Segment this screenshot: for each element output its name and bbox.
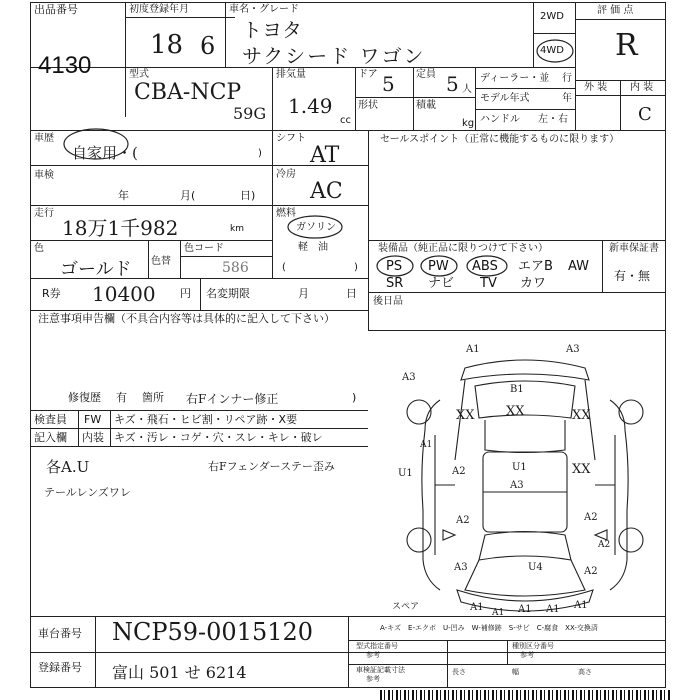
inspector-items: キズ・飛石・ヒビ割・リペア跡・X要 bbox=[114, 413, 298, 426]
aircon-value: AC bbox=[310, 179, 343, 204]
equip-pw[interactable]: PW bbox=[428, 259, 449, 274]
color-label: 色 bbox=[34, 243, 44, 254]
model-year-label: モデル年式 bbox=[480, 93, 530, 104]
mileage-label: 走行 bbox=[34, 208, 54, 219]
color-code-label: 色コード bbox=[184, 243, 224, 254]
model-name: サクシード ワゴン bbox=[242, 44, 426, 68]
legend-class-number: 種別区分番号 bbox=[512, 642, 554, 650]
shift-label: シフト bbox=[276, 133, 306, 144]
mark-11: A2 bbox=[584, 512, 598, 523]
mark-24: A1 bbox=[420, 440, 433, 450]
mark-10: A2 bbox=[456, 515, 470, 526]
equipment-circles bbox=[375, 254, 515, 280]
entry-label: 記入欄 bbox=[34, 431, 67, 444]
drive-2wd[interactable]: 2WD bbox=[540, 11, 564, 22]
equip-aw[interactable]: AW bbox=[568, 259, 590, 274]
inspection-day: 日) bbox=[240, 189, 256, 202]
name-change-month: 月 bbox=[298, 287, 309, 300]
mark-19: A1 bbox=[546, 604, 560, 615]
name-change-day: 日 bbox=[346, 287, 357, 300]
type-suffix: 59G bbox=[233, 104, 267, 123]
equip-leather[interactable]: カワ bbox=[520, 276, 547, 291]
lot-number: 4130 bbox=[38, 52, 92, 79]
recycle-value: 10400 bbox=[92, 282, 156, 306]
capacity-unit: 人 bbox=[462, 84, 472, 95]
displacement-value: 1.49 bbox=[288, 94, 333, 118]
mark-20: A1 bbox=[574, 600, 588, 611]
legend-length: 長さ bbox=[452, 668, 466, 676]
interior-score: C bbox=[638, 104, 652, 125]
remark-left-1: 各A.U bbox=[46, 458, 90, 476]
legend-codes: A-キズ E-エクボ U-凹み W-補修跡 S-サビ C-腐食 XX-交換済 bbox=[380, 624, 598, 632]
mark-4: XX bbox=[456, 408, 475, 423]
repair-place-label: 箇所 bbox=[142, 391, 164, 404]
equipment-label: 装備品（純正品に限りつけて下さい） bbox=[378, 243, 548, 254]
equip-abs[interactable]: ABS bbox=[472, 259, 498, 274]
inspection-month: 月( bbox=[180, 189, 196, 202]
rating-label: 評 価 点 bbox=[597, 5, 634, 16]
entry-interior: 内装 bbox=[82, 431, 104, 444]
buyer-notes-label: 後日品 bbox=[373, 296, 403, 307]
spare-label: スペア bbox=[392, 602, 420, 612]
mileage-unit: km bbox=[230, 224, 244, 234]
history-value: 自家用・( bbox=[72, 144, 138, 162]
remark-left-2: テールレンズワレ bbox=[44, 486, 131, 499]
mark-22: A1 bbox=[492, 608, 505, 618]
inspector-label: 検査員 bbox=[34, 413, 67, 426]
fuel-gasoline[interactable]: ガソリン bbox=[296, 222, 336, 233]
interior-label: 内 装 bbox=[630, 82, 654, 93]
mark-3: A3 bbox=[402, 372, 416, 383]
type-code: CBA-NCP bbox=[134, 80, 242, 105]
color-change-label: 色替 bbox=[151, 256, 171, 267]
mark-14: A3 bbox=[454, 562, 468, 573]
mark-8: U1 bbox=[398, 468, 413, 479]
repair-close: ) bbox=[352, 391, 357, 404]
recycle-label: R券 bbox=[42, 287, 61, 300]
equip-ps[interactable]: PS bbox=[386, 259, 403, 274]
mileage-value: 18万1千982 bbox=[62, 216, 179, 240]
history-close: ) bbox=[258, 148, 262, 159]
history-label: 車歴 bbox=[34, 133, 54, 144]
dealer-suffix: 行 bbox=[562, 73, 572, 84]
handle-label: ハンドル bbox=[480, 114, 520, 125]
legend-height: 高さ bbox=[578, 668, 592, 676]
mark-9: A2 bbox=[452, 466, 466, 477]
fuel-diesel[interactable]: 軽 油 bbox=[298, 242, 328, 253]
fuel-gasoline-circle bbox=[286, 214, 344, 240]
warranty-label: 新車保証書 bbox=[609, 243, 659, 254]
warranty-value[interactable]: 有・無 bbox=[614, 269, 651, 283]
model-label: 車名・グレード bbox=[229, 4, 299, 15]
mark-17: A1 bbox=[470, 602, 484, 613]
fuel-paren-open: ( bbox=[282, 262, 286, 273]
mark-13: A3 bbox=[510, 480, 524, 491]
repair-label: 修復歴 bbox=[68, 391, 101, 404]
mark-7: XX bbox=[572, 462, 591, 477]
exterior-label: 外 装 bbox=[584, 82, 608, 93]
model-maker: トヨタ bbox=[242, 18, 302, 42]
registration-value: 富山 501 せ 6214 bbox=[112, 663, 247, 682]
mark-12: U1 bbox=[512, 462, 527, 473]
equip-tv[interactable]: TV bbox=[480, 276, 497, 291]
equip-airbag[interactable]: エアB bbox=[518, 259, 553, 274]
mark-23: A2 bbox=[598, 540, 611, 550]
type-label: 型式 bbox=[129, 69, 149, 80]
color-code: 586 bbox=[222, 260, 249, 276]
lot-label: 出品番号 bbox=[34, 3, 78, 16]
chassis-value: NCP59-0015120 bbox=[112, 618, 314, 646]
model-year-suffix: 年 bbox=[562, 93, 572, 104]
mark-18: A1 bbox=[518, 604, 532, 615]
mark-5: XX bbox=[506, 404, 525, 419]
aircon-label: 冷房 bbox=[276, 169, 296, 180]
inspection-label: 車検 bbox=[34, 170, 54, 181]
capacity-value: 5 bbox=[446, 72, 459, 96]
legend-class-number-ref: 参考 bbox=[520, 651, 534, 659]
legend-type-number: 型式指定番号 bbox=[356, 642, 398, 650]
equip-navi[interactable]: ナビ bbox=[428, 276, 455, 291]
doors-value: 5 bbox=[382, 72, 395, 96]
drive-4wd[interactable]: 4WD bbox=[540, 45, 564, 56]
displacement-label: 排気量 bbox=[276, 69, 306, 80]
dealer-label: ディーラー・並 bbox=[480, 73, 550, 84]
registration-label: 登録番号 bbox=[38, 661, 82, 674]
first-reg-label: 初度登録年月 bbox=[129, 4, 189, 15]
mark-21: B1 bbox=[510, 384, 524, 395]
fuel-paren-close: ) bbox=[354, 262, 358, 273]
displacement-unit: cc bbox=[340, 115, 351, 126]
load-unit: kg bbox=[462, 118, 475, 129]
notes-label: 注意事項申告欄（不具合内容等は具体的に記入して下さい） bbox=[38, 312, 335, 325]
equip-sr[interactable]: SR bbox=[386, 276, 404, 291]
sales-label: セールスポイント（正常に機能するものに限ります） bbox=[380, 134, 620, 145]
handle-options: 左・右 bbox=[538, 114, 568, 125]
doors-label: ドア bbox=[358, 69, 378, 80]
barcode bbox=[380, 690, 670, 700]
fuel-label: 燃料 bbox=[276, 208, 296, 219]
repair-place: 右Fインナー修正 bbox=[186, 392, 279, 406]
legend-width: 幅 bbox=[512, 668, 519, 676]
first-reg-month: 6 bbox=[200, 32, 216, 60]
mark-15: A2 bbox=[584, 566, 598, 577]
recycle-unit: 円 bbox=[180, 287, 191, 300]
legend-dimensions-ref: 参考 bbox=[366, 675, 380, 683]
color-value: ゴールド bbox=[60, 259, 132, 280]
legend-type-number-ref: 参考 bbox=[366, 651, 380, 659]
remark-right-1: 右Fフェンダーステー歪み bbox=[208, 460, 335, 473]
name-change-label: 名変期限 bbox=[206, 287, 250, 300]
mark-6: XX bbox=[572, 408, 591, 423]
inspector-fw: FW bbox=[84, 413, 102, 426]
drive-4wd-circle bbox=[535, 37, 577, 67]
history-circle bbox=[62, 126, 132, 162]
car-damage-diagram bbox=[395, 340, 655, 615]
mark-16: U4 bbox=[528, 562, 543, 573]
repair-value: 有 bbox=[116, 391, 127, 404]
capacity-label: 定員 bbox=[416, 69, 436, 80]
shift-value: AT bbox=[310, 143, 340, 168]
rating-score: R bbox=[615, 28, 638, 63]
mark-1: A1 bbox=[466, 344, 480, 355]
inspection-year: 年 bbox=[118, 189, 129, 202]
chassis-label: 車台番号 bbox=[38, 627, 82, 640]
mark-2: A3 bbox=[566, 344, 580, 355]
entry-items: キズ・汚レ・コゲ・穴・スレ・キレ・破レ bbox=[114, 431, 323, 444]
load-label: 積載 bbox=[416, 100, 436, 111]
shape-label: 形状 bbox=[358, 100, 378, 111]
legend-dimensions: 車検証記載寸法 bbox=[356, 666, 405, 674]
first-reg-year: 18 bbox=[150, 30, 184, 60]
